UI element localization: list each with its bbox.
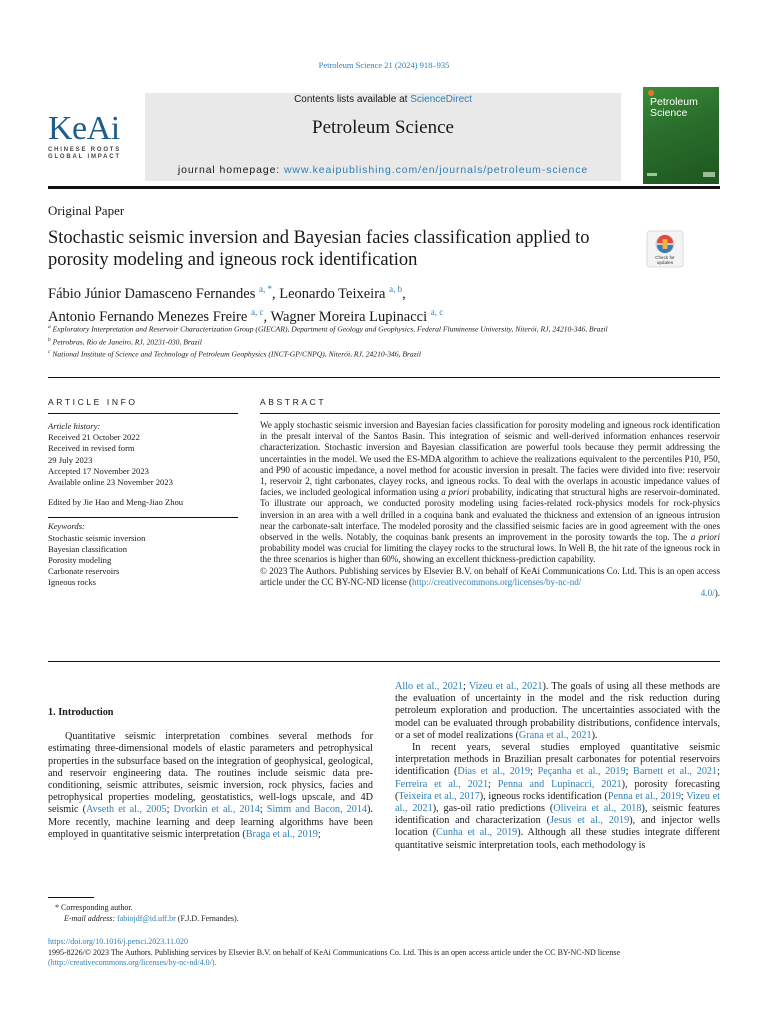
text-segment: ; — [488, 778, 498, 790]
text-segment: ), and injector wells location ( — [395, 815, 720, 839]
footnote-rule — [48, 897, 94, 898]
sciencedirect-link[interactable]: ScienceDirect — [410, 94, 472, 105]
affiliation-marker: b — [48, 336, 51, 343]
affiliations — [48, 322, 608, 360]
reference-link[interactable]: Jesus et al., 2019 — [549, 815, 630, 827]
reference-link[interactable]: Simm and Bacon, 2014 — [266, 804, 368, 816]
journal-cover-image[interactable] — [643, 87, 719, 184]
reference-link[interactable]: Allo et al., 2021 — [395, 681, 463, 692]
author-affiliation-ref[interactable]: a, c — [250, 306, 264, 317]
reference-link[interactable]: Peçanha et al., 2019 — [537, 766, 626, 778]
text-segment: ), porosity forecasting ( — [395, 778, 720, 802]
text-segment: ; — [259, 804, 267, 816]
license-link[interactable]: http://creativecommons.org/licenses/by-nc-nd/ — [412, 576, 582, 587]
reference-link[interactable]: Teixeira et al., 2017 — [398, 790, 480, 802]
abstract-license-tail — [260, 588, 720, 599]
reference-link[interactable]: Ferreira et al., 2021 — [395, 778, 489, 790]
reference-link[interactable]: Penna and Lupinacci, 2021 — [497, 778, 622, 790]
history-label: Article history: — [48, 421, 101, 431]
reference-link[interactable]: Braga et al., 2019 — [245, 828, 318, 840]
copyright-text: © 2023 The Authors. Publishing services by Elsevier B.V. on behalf of KeAi Communications Co. Ltd. This is an open access article under the CC BY-NC-ND license ( — [260, 565, 720, 587]
affiliation-text: National Institute of Science and Technology of Petroleum Geophysics (INCT-GP/CNPQ), Niterói, RJ, 24210-346, Brazil — [52, 349, 421, 359]
footnote-text: Corresponding author. — [61, 903, 133, 912]
reference-link[interactable]: Grana et al., 2021 — [518, 729, 592, 741]
reference-link[interactable]: Barnett et al., 2021 — [633, 766, 718, 778]
author-name[interactable]: Antonio Fernando Menezes Freire — [48, 308, 248, 325]
svg-text:updates: updates — [656, 260, 674, 265]
intro-paragraph — [48, 731, 373, 841]
intro-paragraph — [395, 681, 720, 742]
reference-link[interactable]: Dias et al., 2019 — [457, 766, 531, 778]
header-rule — [48, 186, 720, 189]
author-name[interactable]: Leonardo Teixeira — [279, 285, 386, 302]
abstract-segment: probability model was crucial for limiting the clayey rocks to the structural lows. In Well B, the hit rate of the igneous rock in the three scenarios is higher than 60%, showing an excellent thickness-prediction capability. — [260, 543, 720, 565]
affiliation-item — [48, 335, 608, 348]
history-item: Received in revised form — [48, 443, 135, 454]
author-affiliation-ref[interactable]: a, c — [430, 306, 444, 317]
author-separator: , — [272, 285, 280, 302]
text-segment: ), igneous rocks identification ( — [479, 790, 608, 802]
intro-paragraph — [395, 742, 720, 852]
affiliation-marker: a — [48, 324, 51, 330]
email-tail: (F.J.D. Fernandes). — [177, 914, 239, 923]
divider — [260, 413, 720, 414]
reference-link[interactable]: Penna et al., 2019 — [607, 790, 681, 802]
cover-title — [650, 97, 698, 119]
text-segment: ). — [591, 729, 598, 741]
reference-link[interactable]: Vizeu et al., 2021 — [395, 790, 720, 815]
edited-by: Edited by Jie Hao and Meng-Jiao Zhou — [48, 497, 184, 508]
corresponding-author-footnote — [55, 902, 239, 924]
history-item: Accepted 17 November 2023 — [48, 465, 149, 476]
author-separator: , — [263, 308, 271, 325]
email-label: E-mail address: — [64, 914, 116, 923]
journal-masthead — [145, 93, 621, 181]
text-segment: Quantitative seismic interpretation combines several methods for estimating three-dimensional models of elastic parameters and petrophysical properties in the subsurface based on the integration of geophysical, geological, and reservoir engineering data. The routines include seismic data pre-conditioning, seismic attributes, seismic inversion, rock physics, facies and petrophysical properties modeling, geostatistics, well-logs upscale, and 4D seismic ( — [48, 731, 373, 816]
text-segment: ; — [462, 681, 469, 692]
author-affiliation-ref[interactable]: a, b — [389, 284, 403, 294]
divider — [48, 661, 720, 662]
text-segment: ). The goals of using all these methods are the evaluation of uncertainty in the model and the risk reduction during petroleum exploration and production. The uncertainties associated with the model can be evaluated through probability distributions, confidence intervals, or a set of model realizations ( — [395, 681, 720, 741]
author-separator: , — [402, 285, 406, 302]
text-segment: ). More recently, machine learning and deep learning algorithms have been employed in quantitative seismic interpretation ( — [48, 804, 373, 840]
contents-line — [145, 93, 621, 106]
crossmark-icon — [646, 230, 684, 268]
text-segment: ; — [680, 790, 687, 802]
reference-link[interactable]: Cunha et al., 2019 — [436, 827, 518, 839]
publisher-logo-text: KeAi — [48, 110, 120, 147]
divider — [48, 377, 720, 378]
abstract-text — [260, 420, 720, 599]
footnote-email-line — [55, 913, 239, 924]
reference-link[interactable]: Dvorkin et al., 2014 — [173, 804, 260, 816]
text-segment: ), seismic features identification and characterization ( — [395, 803, 720, 827]
cover-decoration — [647, 171, 715, 178]
journal-homepage — [145, 164, 621, 176]
reference-link[interactable]: Vizeu et al., 2021 — [468, 681, 543, 692]
article-info — [48, 421, 238, 589]
affiliation-item — [48, 322, 608, 335]
affiliation-item — [48, 347, 608, 360]
history-item: Available online 23 November 2023 — [48, 477, 173, 488]
svg-text:Check for: Check for — [655, 255, 675, 260]
check-for-updates-button[interactable] — [646, 230, 684, 268]
author-name[interactable]: Wagner Moreira Lupinacci — [270, 308, 428, 325]
footnote-marker: * — [55, 903, 59, 912]
article-title: Stochastic seismic inversion and Bayesian facies classification applied to porosity modeling and igneous rock identification — [48, 228, 590, 270]
history-item: 29 July 2023 — [48, 454, 93, 465]
text-segment: ). Although all these studies integrate different quantitative seismic interpretation tools, each methodology is — [395, 827, 720, 851]
author-affiliation-ref[interactable]: a, * — [259, 284, 273, 294]
journal-citation[interactable]: Petroleum Science 21 (2024) 918–935 — [318, 60, 450, 70]
email-link[interactable]: fabiojdf@id.uff.br — [117, 914, 176, 923]
author-name[interactable]: Fábio Júnior Damasceno Fernandes — [48, 285, 256, 302]
keywords-label: Keywords: — [48, 517, 238, 532]
abstract-segment: probability, indicating that structural highs are reservoir-dominated. To illustrate our approach, we conducted porosity modeling using facies-related rock-physics models for rock-physics inversion in an area with a well drilled in a coquina bank and evaluated the thickness and extension of an igneous intrusion near the carbonate-salt interface. The modeled porosity and the classified seismic facies are in good agreement with the ones observed in the wells. Notably, the coquinas bank presents an improvement in the porosity towards the top. The — [260, 487, 720, 543]
contents-prefix: Contents lists available at — [294, 94, 411, 105]
affiliation-text: Petrobras, Rio de Janeiro, RJ, 20231-030, Brazil — [52, 337, 202, 347]
journal-title: Petroleum Science — [312, 117, 454, 138]
abstract-copyright — [260, 566, 720, 588]
footnote-line — [55, 902, 239, 913]
author-list — [48, 280, 648, 326]
abstract-paragraph — [260, 420, 720, 566]
publisher-tagline-line2: GLOBAL IMPACT — [48, 154, 121, 160]
affiliation-marker: c — [48, 349, 51, 356]
text-segment: ; — [166, 804, 174, 816]
text-segment: ; — [530, 766, 538, 778]
intro-left-column — [48, 707, 373, 841]
doi-link[interactable]: https://doi.org/10.1016/j.petsci.2023.11.020 — [48, 937, 188, 946]
divider — [48, 413, 238, 414]
text-segment: ; — [317, 828, 321, 840]
issn-line: 1995-8226/© 2023 The Authors. Publishing services by Elsevier B.V. on behalf of KeAi Communications Co. Ltd. This is an open access article under the CC BY-NC-ND license — [48, 947, 620, 957]
affiliation-text: Exploratory Interpretation and Reservoir Characterization Group (GIECAR), Department of Geology and Geophysics, Federal Fluminense University, Niterói, RJ, 24210-346, Brazil — [52, 324, 608, 334]
keyword-item[interactable]: Igneous rocks — [48, 577, 96, 588]
text-segment: In recent years, several studies employed quantitative seismic interpretation methods in Brazilian presalt carbonates for potential reservoirs identification ( — [395, 742, 720, 778]
text-segment: ; — [625, 766, 634, 778]
article-info-heading: ARTICLE INFO — [48, 397, 138, 407]
abstract-italic: a priori — [441, 487, 470, 498]
text-segment: ; — [717, 766, 720, 778]
footer-license-link[interactable]: (http://creativecommons.org/licenses/by-nc-nd/4.0/). — [48, 958, 217, 967]
reference-link[interactable]: Oliveira et al., 2018 — [553, 803, 642, 815]
page-footer — [48, 937, 720, 969]
publisher-logo[interactable] — [48, 110, 138, 161]
abstract-heading: ABSTRACT — [260, 397, 327, 407]
cover-title-line1: Petroleum — [650, 96, 698, 108]
reference-link[interactable]: Avseth et al., 2005 — [86, 804, 167, 816]
section-heading: 1. Introduction — [48, 707, 114, 718]
abstract-italic: a priori — [690, 532, 721, 543]
history-item: Received 21 October 2022 — [48, 432, 140, 443]
abstract-segment: We apply stochastic seismic inversion and Bayesian facies classification for porosity modeling and igneous rock identification in the presalt interval of the Santos Basin. This integration of seismic and well-derived information enhances reservoir characterization. Stochastic inversion and Bayesian classification are powerful tools because they permit addressing the uncertainties in the model. We used the ES-MDA algorithm to achieve the realizations equivalent to the percentiles P10, P50, and P90 of acoustic impedance, a novel method for acoustic inversion in presalt. The facies were divided into five: reservoir 1, reservoir 2, tight carbonates, clayey rocks, and igneous rocks. To deal with the overlaps in acoustic impedance values of facies, we included geological information using — [260, 420, 720, 498]
keyword-item[interactable]: Porosity modeling — [48, 555, 112, 566]
intro-right-column — [395, 681, 720, 852]
text-segment: ), gas-oil ratio predictions ( — [432, 803, 554, 815]
license-close: ). — [714, 588, 720, 599]
keyword-item[interactable]: Carbonate reservoirs — [48, 566, 120, 577]
article-type: Original Paper — [48, 203, 125, 218]
publisher-tagline-line1: CHINESE ROOTS — [48, 147, 122, 153]
cover-title-line2: Science — [650, 107, 688, 119]
homepage-prefix: journal homepage: — [177, 164, 284, 176]
license-link-tail[interactable]: 4.0/ — [700, 588, 715, 599]
homepage-link[interactable]: www.keaipublishing.com/en/journals/petroleum-science — [283, 164, 589, 176]
keyword-item[interactable]: Bayesian classification — [48, 543, 127, 554]
keyword-item[interactable]: Stochastic seismic inversion — [48, 532, 146, 543]
